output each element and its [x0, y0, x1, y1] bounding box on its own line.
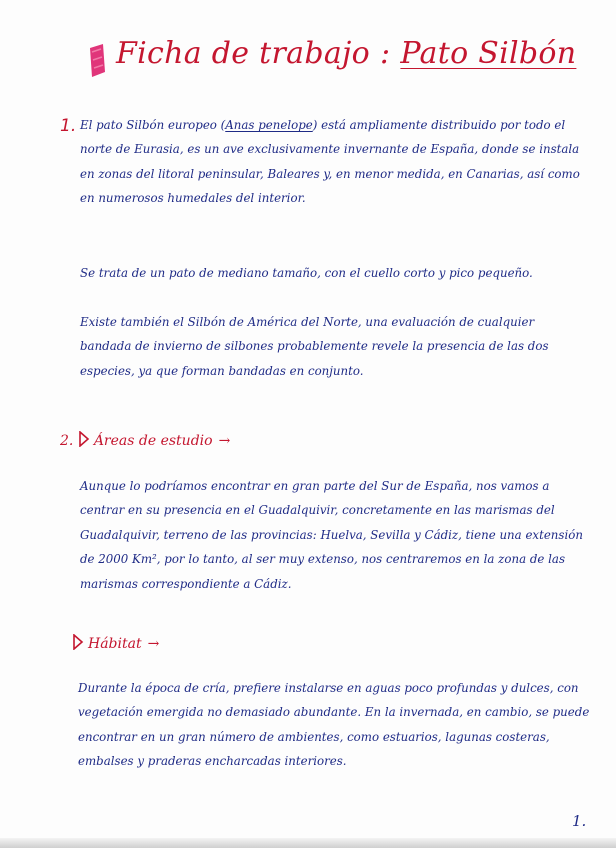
section-2-heading	[60, 431, 230, 449]
page-bottom-edge	[0, 838, 616, 848]
section-2-number: 2.	[60, 433, 74, 449]
p1-end: ) está ampliamente distribuido por todo el norte de Eurasia, es un ave exclusivamente invernante de España, donde se instala en zonas del litoral peninsular, Baleares y, en menor medida, en Canarias, así como en numerosos humedales del interior.	[80, 118, 580, 206]
section-2-heading-text: Áreas de estudio	[93, 433, 213, 449]
species-name: Anas penelope	[225, 118, 313, 132]
title-main: Pato Silbón	[400, 36, 577, 71]
habitat-heading-text: Hábitat	[88, 636, 142, 652]
page-number: 1.	[572, 812, 587, 830]
section-2-paragraph: Aunque lo podríamos encontrar en gran parte del Sur de España, nos vamos a centrar en su presencia en el Guadalquivir, concretamente en las marismas del Guadalquivir, terreno de las provincias: Huelva, Sevilla y Cádiz, tiene una extensión de 2000 Km², por lo tanto, al ser muy extenso, nos centraremos en la zona de las marismas correspondiente a Cádiz.	[80, 479, 583, 591]
section-1-paragraph-1	[80, 113, 588, 211]
p1-start: El pato Silbón europeo (	[80, 118, 226, 132]
habitat-heading	[72, 634, 159, 652]
title-prefix: Ficha de trabajo	[116, 36, 370, 71]
pink-marker-stroke-icon	[86, 42, 108, 80]
title-colon: :	[379, 36, 391, 71]
section-2-arrow: →	[218, 433, 231, 449]
page-title	[116, 36, 576, 71]
red-triangle-marker-icon	[78, 431, 90, 447]
habitat-paragraph: Durante la época de cría, prefiere instalarse en aguas poco profundas y dulces, con vegetación emergida no demasiado abundante. En la invernada, en cambio, se puede encontrar en un gran número de ambientes, como estuarios, lagunas costeras, embalses y praderas encharcadas interiores.	[78, 681, 590, 769]
section-1-paragraph-3: Existe también el Silbón de América del Norte, una evaluación de cualquier bandada de invierno de silbones probablemente revele la presencia de las dos especies, ya que forman bandadas en conjunto.	[80, 315, 549, 378]
habitat-arrow: →	[147, 636, 160, 652]
red-triangle-marker-icon	[72, 634, 84, 650]
section-1-number: 1.	[60, 116, 77, 136]
title-row	[86, 36, 577, 96]
section-1-paragraph-2: Se trata de un pato de mediano tamaño, con el cuello corto y pico pequeño.	[80, 266, 533, 280]
